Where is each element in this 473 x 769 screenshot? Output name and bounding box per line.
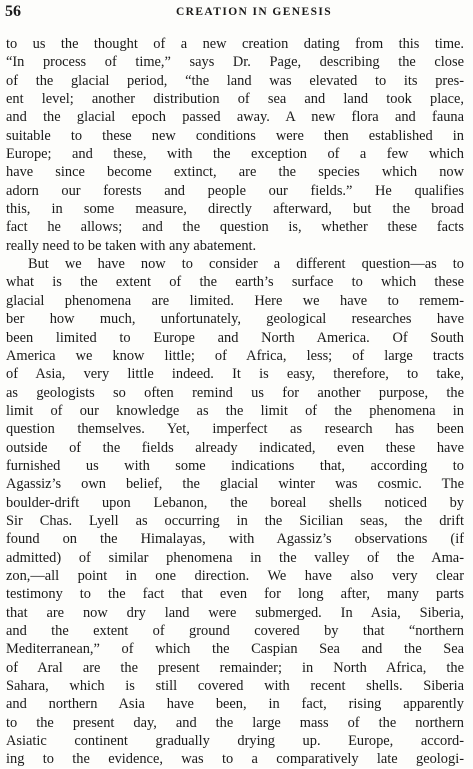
text-line: Asiatic continent gradually drying up. Europe, accord- [6,733,464,750]
text-line: admitted) of similar phenomena in the valley of the Ama- [6,549,464,566]
text-line: to us the thought of a new creation dating from this time. [6,36,464,52]
text-line: what is the extent of the earth’s surface to which these [6,274,464,291]
text-line: boulder-drift upon Lebanon, the boreal shells noticed by [6,494,464,511]
text-line: have since become extinct, are the species which now [6,164,464,181]
text-line: and the glacial epoch passed away. A new flora and fauna [6,109,464,126]
text-line: But we have now to consider a different question—as to [28,256,464,273]
text-line: and northern Asia have been, in fact, rising apparently [6,696,464,713]
text-line: Agassiz’s own belief, the glacial winter was cosmic. The [6,476,464,493]
text-line: as geologists so often remind us for another purpose, the [6,384,464,401]
text-line: fact he allows; and the question is, whether these facts [6,219,464,236]
text-line: testimony to the fact that even for long after, many parts [6,586,464,603]
text-line: of Asia, very little indeed. It is easy, therefore, to take, [6,366,464,383]
text-line: of the glacial period, “the land was elevated to its pres- [6,72,464,89]
text-line: ing to the evidence, was to a comparatively late geologi- [6,751,464,768]
text-line: really need to be taken with any abatement. [6,237,257,254]
text-line: been limited to Europe and North America. Of South [6,329,464,346]
text-line: question themselves. Yet, imperfect as research has been [6,421,464,438]
text-line: of Aral are the present remainder; in North Africa, the [6,659,464,676]
text-line: adorn our forests and people our fields.” He qualifies [6,182,464,199]
text-line: and the extent of ground covered by that “northern [6,623,464,639]
text-line: America we know little; of Africa, less; of large tracts [6,347,464,364]
text-line: glacial phenomena are limited. Here we have to remem- [6,292,464,309]
text-line: suitable to these new conditions were then established in [6,127,464,144]
running-head [5,2,463,22]
body-text [6,35,464,769]
text-line: Mediterranean,” of which the Caspian Sea and the Sea [6,641,464,658]
text-line: that are now dry land were submerged. In Asia, Siberia, [6,604,464,621]
running-title: CREATION IN GENESIS [175,6,333,18]
text-line: “In process of time,” says Dr. Page, describing the close [6,54,464,71]
text-line: limit of our knowledge as the limit of the phenomena in [6,402,464,419]
text-line: Sir Chas. Lyell as occurring in the Sicilian seas, the drift [6,512,464,529]
text-line: ber how much, unfortunately, geological researches have [6,311,464,328]
text-line: ent level; another distribution of sea and land took place, [6,91,464,108]
text-line: zon,—all point in one direction. We have also very clear [6,567,464,584]
page-number: 56 [5,3,21,20]
text-line: Sahara, which is still covered with recent shells. Siberia [6,678,464,695]
text-line: to the present day, and the large mass of the northern [6,714,464,731]
text-line: this, in some measure, directly afterward, but the broad [6,201,464,218]
text-line: found on the Himalayas, with Agassiz’s observations (if [6,531,464,548]
text-line: outside of the fields already indicated, even these have [6,439,464,456]
text-line: furnished us with some indications that, according to [6,457,464,474]
text-line: Europe; and these, with the exception of a few which [6,146,464,163]
